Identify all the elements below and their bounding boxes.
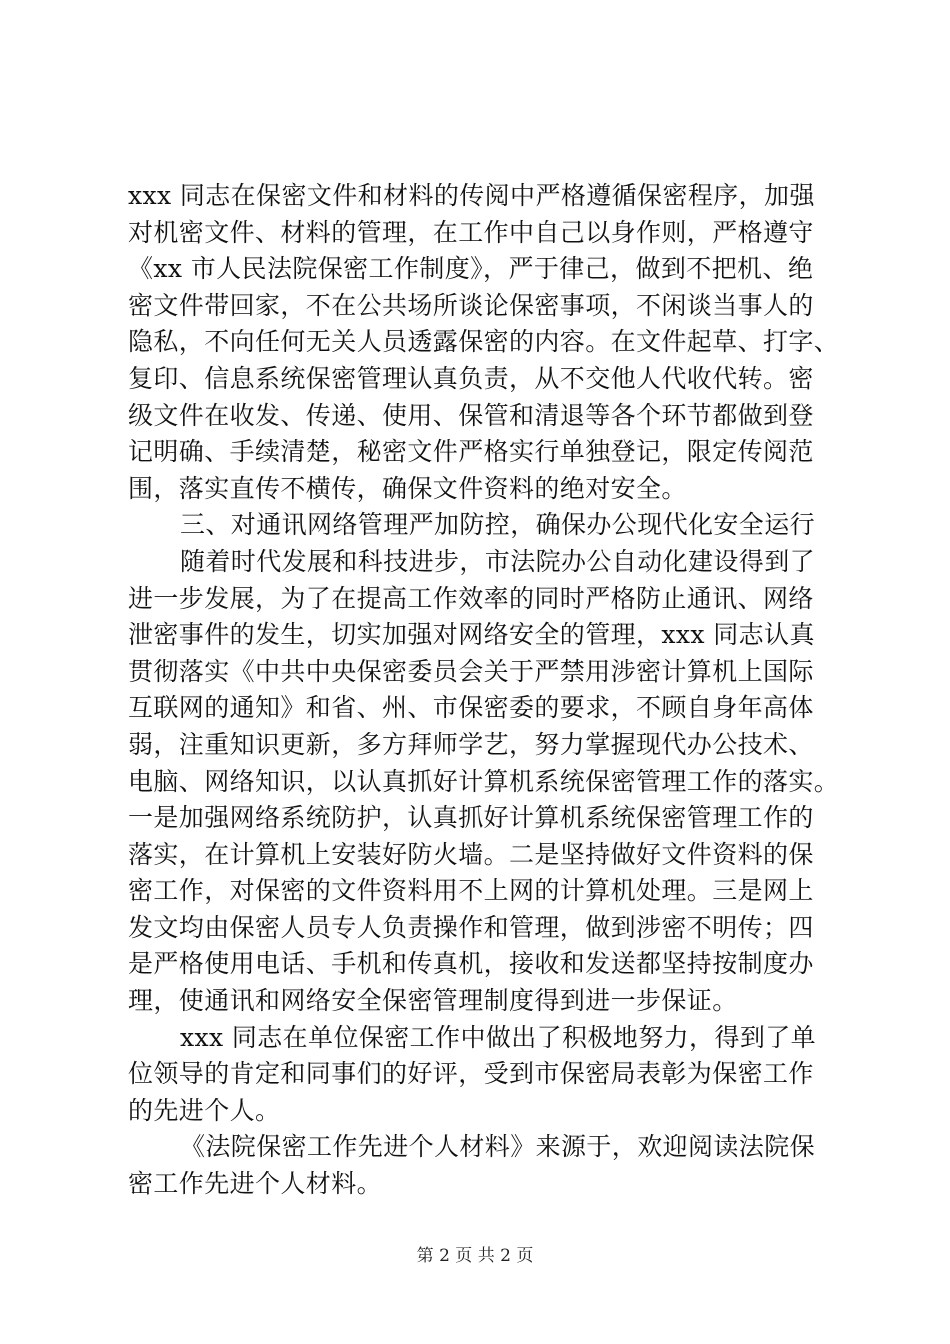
body-line: 《法院保密工作先进个人材料》来源于，欢迎阅读法院保 (180, 1132, 816, 1162)
body-line: 贯彻落实《中共中央保密委员会关于严禁用涉密计算机上国际 (128, 656, 814, 686)
body-line: 是严格使用电话、手机和传真机，接收和发送都坚持按制度办 (128, 949, 814, 979)
body-line: 密工作先进个人材料。 (128, 1169, 383, 1199)
body-line: 围，落实直传不横传，确保文件资料的绝对安全。 (128, 473, 687, 503)
body-line: 一是加强网络系统防护，认真抓好计算机系统保密管理工作的 (128, 803, 814, 833)
body-line: 互联网的通知》和省、州、市保密委的要求，不顾自身年高体 (128, 693, 814, 723)
body-line: 发文均由保密人员专人负责操作和管理，做到涉密不明传；四 (128, 912, 814, 942)
document-body (128, 178, 848, 1203)
body-line: 对机密文件、材料的管理，在工作中自己以身作则，严格遵守 (128, 217, 814, 247)
body-line: 密工作，对保密的文件资料用不上网的计算机处理。三是网上 (128, 876, 814, 906)
body-line: 电脑、网络知识，以认真抓好计算机系统保密管理工作的落实。 (128, 766, 840, 796)
body-line: 进一步发展，为了在提高工作效率的同时严格防止通讯、网络 (128, 583, 814, 613)
body-line: 记明确、手续清楚，秘密文件严格实行单独登记，限定传阅范 (128, 437, 814, 467)
body-line: 理，使通讯和网络安全保密管理制度得到进一步保证。 (128, 986, 738, 1016)
body-line: 的先进个人。 (128, 1095, 281, 1125)
body-line: 级文件在收发、传递、使用、保管和清退等各个环节都做到登 (128, 400, 814, 430)
body-line: 《xx 市人民法院保密工作制度》，严于律己，做到不把机、绝 (128, 254, 814, 284)
body-line: 弱，注重知识更新，多方拜师学艺，努力掌握现代办公技术、 (128, 729, 814, 759)
body-line: 密文件带回家，不在公共场所谈论保密事项，不闲谈当事人的 (128, 290, 814, 320)
page-number-footer: 第 2 页 共 2 页 (416, 1246, 534, 1266)
body-line: 随着时代发展和科技进步，市法院办公自动化建设得到了 (180, 546, 816, 576)
body-line: 复印、信息系统保密管理认真负责，从不交他人代收代转。密 (128, 363, 814, 393)
body-line: xxx 同志在保密文件和材料的传阅中严格遵循保密程序，加强 (128, 181, 815, 210)
body-line: 隐私，不向任何无关人员透露保密的内容。在文件起草、打字、 (128, 327, 840, 357)
body-line: 落实，在计算机上安装好防火墙。二是坚持做好文件资料的保 (128, 839, 814, 869)
section-heading: 三、对通讯网络管理严加防控，确保办公现代化安全运行 (180, 510, 816, 540)
body-line: xxx 同志在单位保密工作中做出了积极地努力，得到了单 (180, 1022, 817, 1052)
body-line: 位领导的肯定和同事们的好评，受到市保密局表彰为保密工作 (128, 1059, 814, 1089)
body-line: 泄密事件的发生，切实加强对网络安全的管理，xxx 同志认真 (128, 620, 815, 650)
